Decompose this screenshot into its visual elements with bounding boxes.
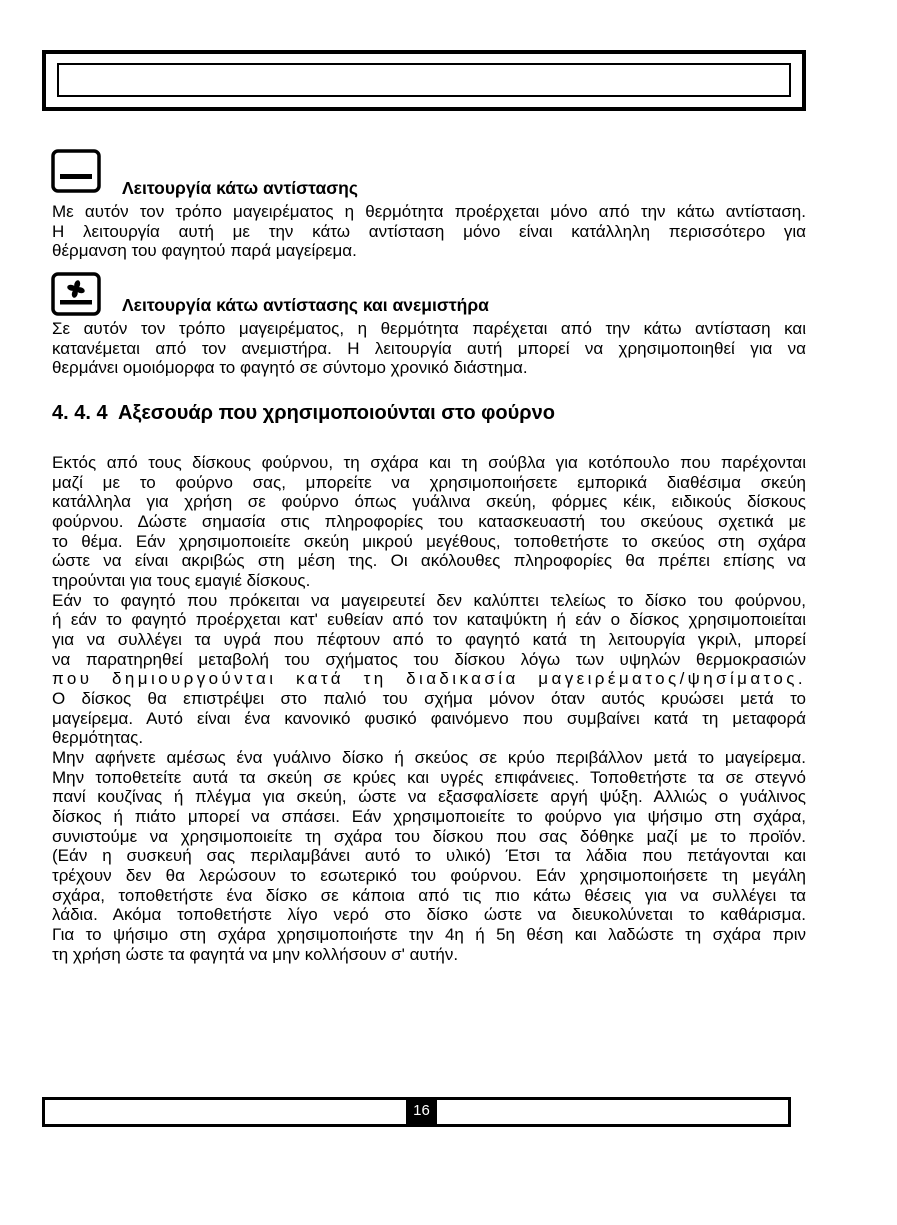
- mode-heading: Λειτουργία κάτω αντίστασης: [122, 178, 358, 198]
- text-line: για να συλλέγει τα υγρά που πέφτουν από το φαγητό κατά τη λειτουργία γκριλ, μπορεί: [52, 630, 806, 650]
- text-line: θέρμανση του φαγητού παρά μαγείρεμα.: [52, 241, 357, 261]
- text-line: (Εάν η συσκευή σας περιλαμβάνει αυτό το υλικό) Έτσι τα λάδια που πετάγονται και: [52, 846, 806, 866]
- text-line: το θέμα. Εάν χρησιμοποιείτε σκεύη μικρού μεγέθους, τοποθετήστε το σκεύος στη σχάρα: [52, 531, 806, 551]
- text-line: λάδια. Ακόμα τοποθετήστε λίγο νερό στο δίσκο ώστε να διευκολύνεται το καθάρισμα.: [52, 905, 806, 925]
- mode-description: [52, 319, 806, 378]
- text-line: δίσκος ή πιάτο μπορεί να σπάσει. Εάν χρησιμοποιείτε το φούρνο για ψήσιμο στη σχάρα,: [52, 807, 806, 827]
- text-line: Εκτός από τους δίσκους φούρνου, τη σχάρα και τη σούβλα για κοτόπουλο που παρέχονται: [52, 453, 806, 472]
- text-line: μαζί με το φούρνο σας, μπορείτε να χρησιμοποιήσετε εμπορικά διαθέσιμα σκεύη: [52, 472, 806, 492]
- text-line: τρέχουν δεν θα λερώσουν το εσωτερικό του φούρνου. Εάν χρησιμοποιήσετε τη μεγάλη: [52, 866, 806, 886]
- text-line: να παρατηρηθεί μεταβολή του σχήματος του δίσκου λόγω των υψηλών θερμοκρασιών: [52, 649, 806, 669]
- accessories-paragraph: [52, 453, 806, 964]
- bottom-heater-icon: [51, 149, 101, 193]
- mode-heading: Λειτουργία κάτω αντίστασης και ανεμιστήρα: [122, 295, 489, 315]
- text-line: Με αυτόν τον τρόπο μαγειρέματος η θερμότητα προέρχεται μόνο από την κάτω αντίσταση.: [52, 202, 806, 221]
- text-line: τηρούνται για τους εμαγιέ δίσκους.: [52, 571, 311, 591]
- text-line: κατάλληλα για χρήση σε φούρνο όπως γυάλινα σκεύη, φόρμες κέικ, ειδικούς δίσκους: [52, 492, 806, 512]
- text-line: Η λειτουργία αυτή με την κάτω αντίσταση μόνο είναι κατάλληλη περισσότερο για: [52, 221, 806, 241]
- text-line: φούρνου. Δώστε σημασία στις πληροφορίες του κατασκευαστή του σκεύους σχετικά με: [52, 512, 806, 532]
- mode-description: [52, 202, 806, 261]
- text-line: Μην αφήνετε αμέσως ένα γυάλινο δίσκο ή σκεύος σε κρύο περιβάλλον μετά το μαγείρεμα.: [52, 748, 806, 768]
- text-line: θερμάνει ομοιόμορφα το φαγητό σε σύντομο χρονικό διάστημα.: [52, 358, 528, 378]
- text-line: σχάρα, τοποθετήστε ένα δίσκο σε κάποια από τις πιο κάτω θέσεις για να συλλέγει τα: [52, 885, 806, 905]
- text-line: ή εάν το φαγητό προέρχεται κατ' ευθείαν από τον καταψύκτη ή εάν ο δίσκος χρησιμοποιείται: [52, 610, 806, 630]
- text-line: ώστε να είναι ακριβώς στη μέση της. Οι ακόλουθες πληροφορίες θα πρέπει επίσης να: [52, 551, 806, 571]
- page-number: 16: [406, 1097, 437, 1124]
- text-line: Σε αυτόν τον τρόπο μαγειρέματος, η θερμότητα παρέχεται από την κάτω αντίσταση και: [52, 319, 806, 338]
- text-line: συνιστούμε να χρησιμοποιείτε τη σχάρα του δίσκου που σας δόθηκε μαζί με το προϊόν.: [52, 826, 806, 846]
- bottom-heater-fan-icon: [51, 272, 101, 316]
- text-line: μαγείρεμα. Αυτό είναι ένα κανονικό φυσικό φαινόμενο που συμβαίνει κατά τη μεταφορά: [52, 708, 806, 728]
- text-line: Μην τοποθετείτε αυτά τα σκεύη σε κρύες και υγρές επιφάνειες. Τοποθετήστε τα σε στεγνό: [52, 767, 806, 787]
- text-line: Ο δίσκος θα επιστρέψει στο παλιό του σχήμα μόνον όταν αυτός κρυώσει μετά το: [52, 689, 806, 709]
- text-line: τη χρήση ώστε τα φαγητά να μην κολλήσουν σ' αυτήν.: [52, 944, 459, 964]
- text-line: Για το ψήσιμο στη σχάρα χρησιμοποιήστε την 4η ή 5η θέση και λαδώστε τη σχάρα πριν: [52, 925, 806, 945]
- header-frame-inner: [57, 63, 791, 97]
- text-line: Εάν το φαγητό που πρόκειται να μαγειρευτεί δεν καλύπτει τελείως το δίσκο του φούρνου,: [52, 590, 806, 610]
- text-line: κατανέμεται από τον ανεμιστήρα. Η λειτουργία αυτή μπορεί να χρησιμοποιηθεί για να: [52, 338, 806, 358]
- section-heading: 4. 4. 4 Αξεσουάρ που χρησιμοποιούνται στο φούρνο: [52, 402, 555, 424]
- text-line: που δημιουργούνται κατά τη διαδικασία μαγειρέματος/ψησίματος.: [52, 669, 806, 689]
- text-line: πανί κουζίνας ή πλέγμα για σκεύη, ώστε να εξασφαλίσετε αργή ψύξη. Αλλιώς ο γυάλινος: [52, 787, 806, 807]
- text-line: θερμότητας.: [52, 728, 144, 748]
